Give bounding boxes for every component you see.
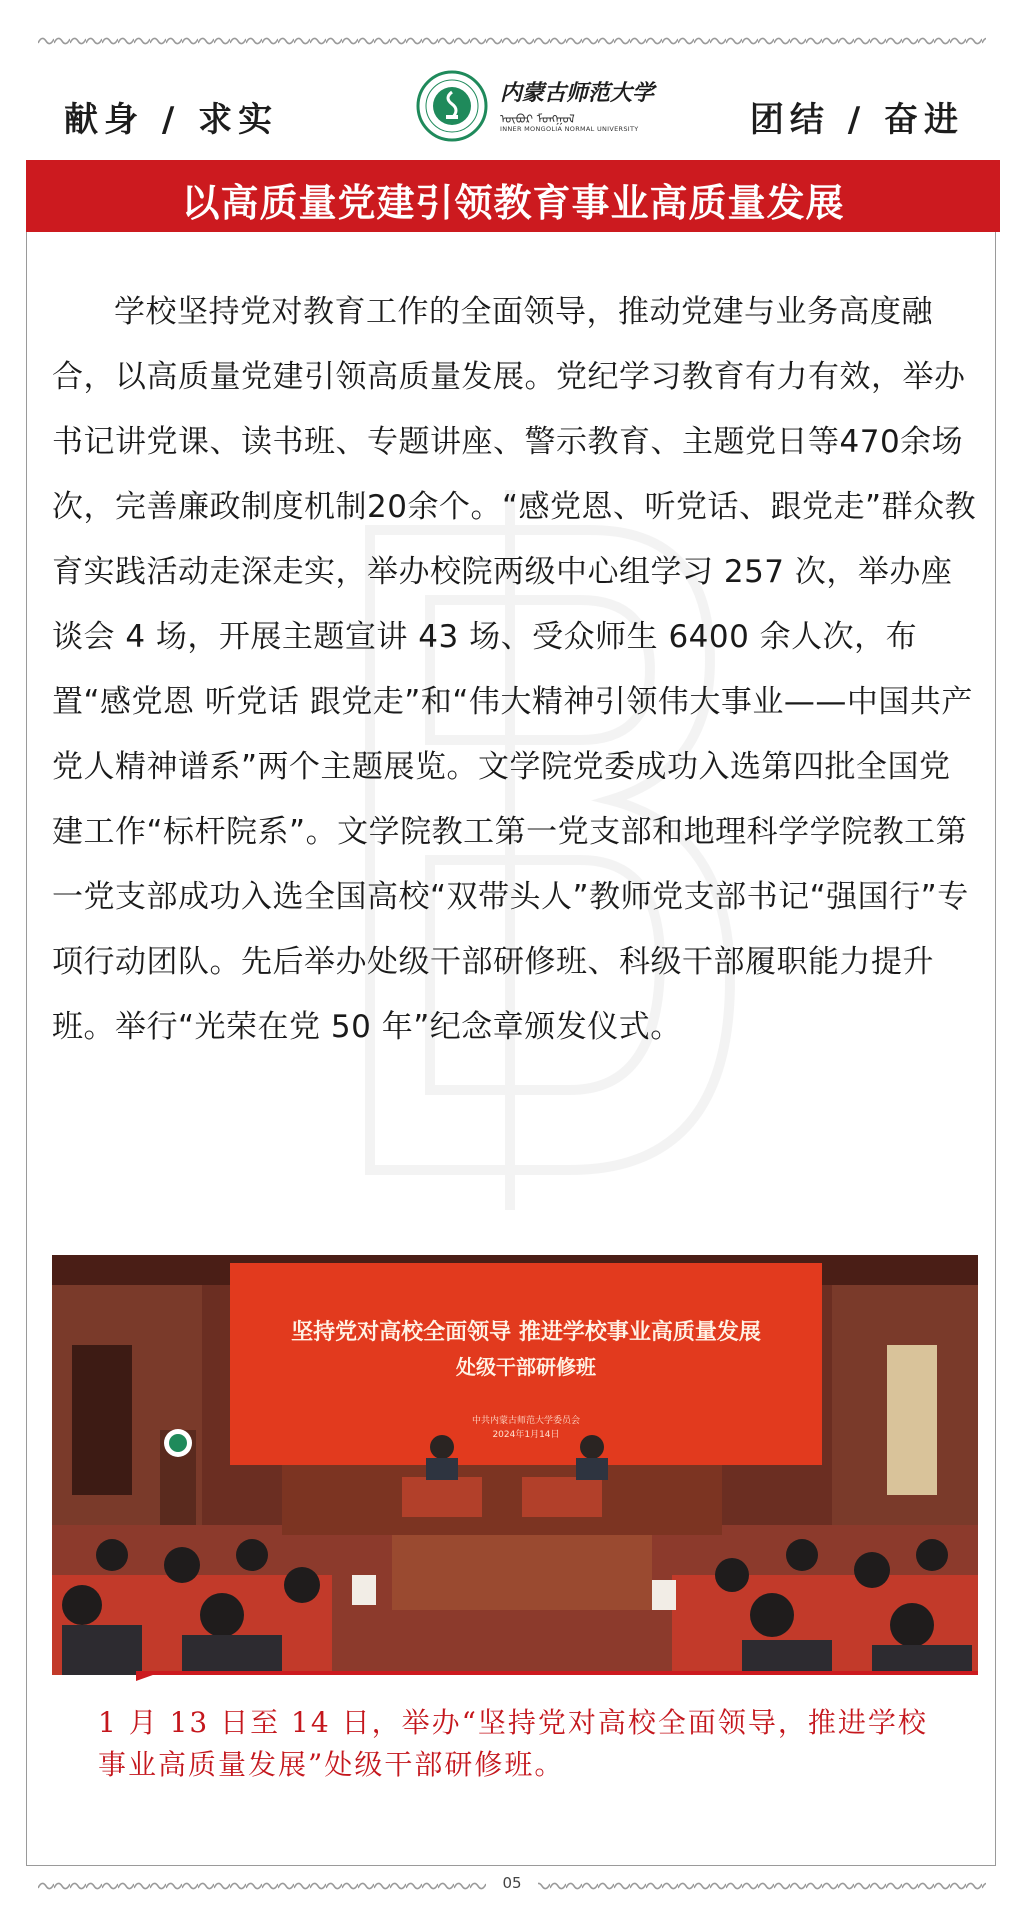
body-paragraph: 学校坚持党对教育工作的全面领导，推动党建与业务高度融合，以高质量党建引领高质量发展。党纪学习教育有力有效，举办书记讲党课、读书班、专题讲座、警示教育、主题党日等470余场次，完善廉政制度机制20余个。“感党恩、听党话、跟党走”群众教育实践活动走深走实，举办校院两级中心组学习 257 次，举办座谈会 4 场，开展主题宣讲 43 场、受众师生 6400 余人次，布置“感党恩 听党话 跟党走”和“伟大精神引领伟大事业——中国共产党人精神谱系”两个主题展览。文学院党委成功入选第四批全国党建工作“标杆院系”。文学院教工第一党支部和地理科学学院教工第一党支部成功入选全国高校“双带头人”教师党支部书记“强国行”专项行动团队。先后举办处级干部研修班、科级干部履职能力提升班。举行“光荣在党 50 年”纪念章颁发仪式。 xyxy=(52,294,977,1045)
page-title: 以高质量党建引领教育事业高质量发展 xyxy=(181,180,845,225)
meeting-photo xyxy=(52,1255,978,1675)
title-bar xyxy=(26,160,1000,232)
logo-name-mongol: ᠦᠪᠦᠷ ᠮᠣᠩᠭᠣᠯ xyxy=(500,112,575,126)
caption-arrow-icon xyxy=(136,1671,164,1681)
university-seal-icon xyxy=(416,70,488,142)
photo-banner-date: 2024年1月14日 xyxy=(492,1430,560,1440)
photo-banner xyxy=(230,1263,822,1465)
top-wave-border xyxy=(38,34,986,48)
motto-right: 团结 / 奋进 xyxy=(749,100,964,140)
photo-banner-title: 坚持党对高校全面领导 推进学校事业高质量发展 xyxy=(291,1320,761,1345)
motto-left: 献身 / 求实 xyxy=(64,100,279,140)
page-number xyxy=(0,1874,1024,1892)
photo-caption: 1 月 13 日至 14 日，举办“坚持党对高校全面领导，推进学校事业高质量发展”处级干部研修班。 xyxy=(98,1706,928,1781)
photo-banner-subtitle: 处级干部研修班 xyxy=(456,1355,596,1379)
logo-name-cn: 内蒙古师范大学 xyxy=(500,80,655,106)
university-logo xyxy=(416,70,655,144)
page-number-text: 05 xyxy=(486,1874,537,1892)
logo-name-en: INNER MONGOLIA NORMAL UNIVERSITY xyxy=(500,125,639,133)
photo-banner-organizer: 中共内蒙古师范大学委员会 xyxy=(471,1416,580,1426)
caption-divider xyxy=(136,1671,978,1675)
